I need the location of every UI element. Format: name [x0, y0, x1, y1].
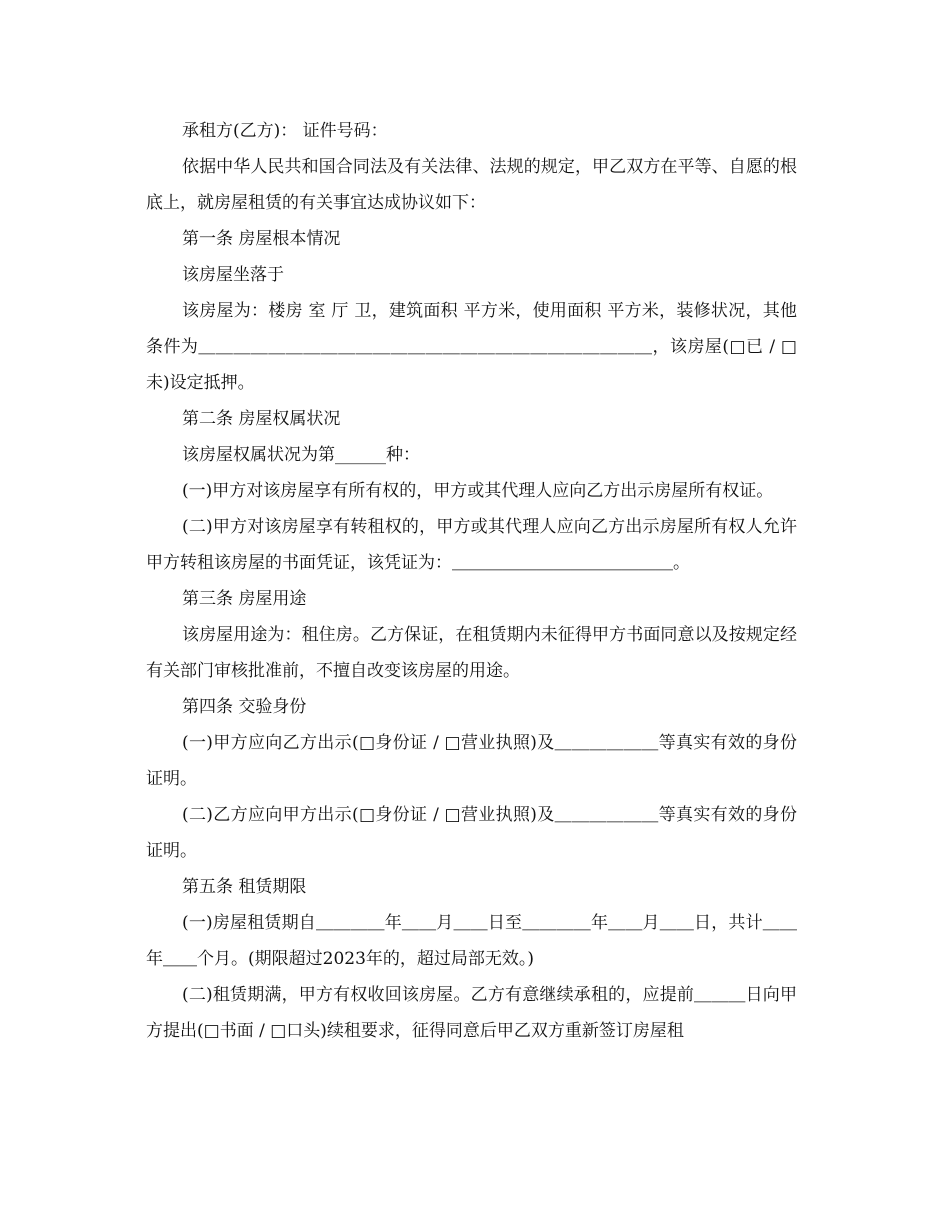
house-location-line: 该房屋坐落于	[182, 265, 284, 285]
ownership-clause-2: (二)甲方对该房屋享有转租权的，甲方或其代理人应向乙方出示房屋所有权人允许甲方转租该房屋的书面凭证，该凭证为：＿＿＿＿＿＿＿＿＿＿＿＿＿。	[146, 517, 797, 573]
article-2-heading: 第二条 房屋权属状况	[182, 409, 341, 429]
ownership-clause-1: (一)甲方对该房屋享有所有权的，甲方或其代理人应向乙方出示房屋所有权证。	[182, 481, 774, 501]
article-4-heading: 第四条 交验身份	[182, 697, 307, 717]
document-body	[146, 113, 797, 1049]
ownership-type-line: 该房屋权属状况为第______种：	[182, 445, 420, 465]
article-5-heading: 第五条 租赁期限	[182, 877, 307, 897]
article-1-heading: 第一条 房屋根本情况	[182, 229, 341, 249]
preamble-paragraph: 依据中华人民共和国合同法及有关法律、法规的规定，甲乙双方在平等、自愿的根底上，就房屋租赁的有关事宜达成协议如下：	[146, 157, 797, 213]
lease-term-clause-2: (二)租赁期满，甲方有权收回该房屋。乙方有意继续承租的，应提前＿＿＿日向甲方提出(□书面 / □口头)续租要求，征得同意后甲乙双方重新签订房屋租	[146, 985, 797, 1041]
article-3-heading: 第三条 房屋用途	[182, 589, 307, 609]
tenant-info-line: 承租方(乙方)： 证件号码：	[182, 121, 388, 141]
usage-paragraph: 该房屋用途为：租住房。乙方保证，在租赁期内未征得甲方书面同意以及按规定经有关部门审核批准前，不擅自改变该房屋的用途。	[146, 625, 797, 681]
identity-clause-1: (一)甲方应向乙方出示(□身份证 / □营业执照)及＿＿＿＿＿＿等真实有效的身份证明。	[146, 733, 797, 789]
house-details-paragraph: 该房屋为：楼房 室 厅 卫，建筑面积 平方米，使用面积 平方米，装修状况，其他条件为＿＿＿＿＿＿＿＿＿＿＿＿＿＿＿＿＿＿＿＿＿＿＿＿＿＿，该房屋(□已 / □未)设定抵押。	[146, 301, 797, 393]
identity-clause-2: (二)乙方应向甲方出示(□身份证 / □营业执照)及＿＿＿＿＿＿等真实有效的身份证明。	[146, 805, 797, 861]
lease-term-clause-1: (一)房屋租赁期自＿＿＿＿年＿＿月＿＿日至＿＿＿＿年＿＿月＿＿日，共计＿＿年＿＿个月。(期限超过2023年的，超过局部无效。)	[146, 913, 797, 969]
